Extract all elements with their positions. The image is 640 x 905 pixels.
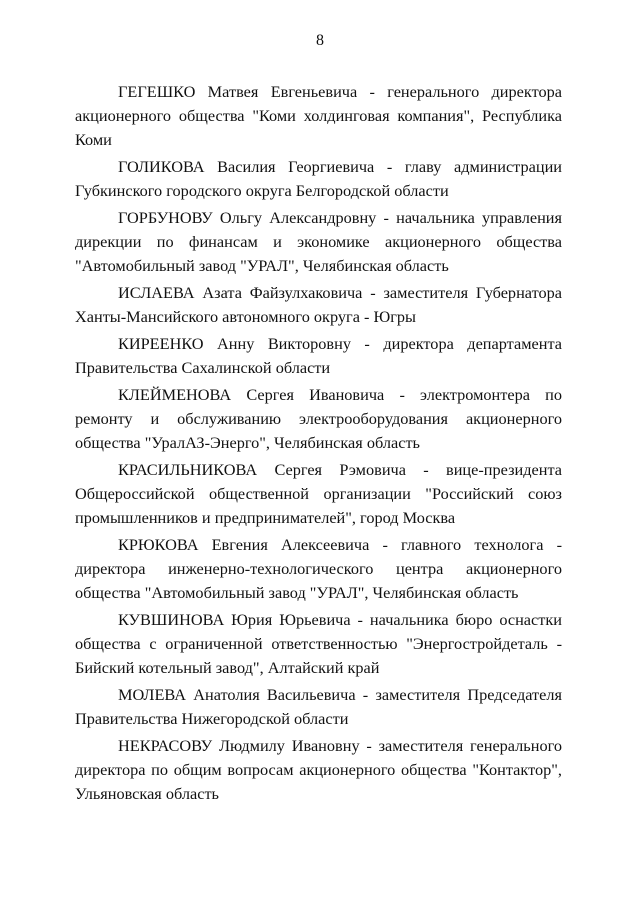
page-number: 8 (316, 32, 324, 49)
list-item: КРЮКОВА Евгения Алексеевича - главного технолога - директора инженерно-технологического центра акционерного общества "Автомобильный завод "УРАЛ", Челябинская область (75, 535, 562, 602)
list-item: ГЕГЕШКО Матвея Евгеньевича - генерального директора акционерного общества "Коми холдинговая компания", Республика Коми (75, 82, 562, 149)
list-item: НЕКРАСОВУ Людмилу Ивановну - заместителя генерального директора по общим вопросам акционерного общества "Контактор", Ульяновская область (75, 736, 562, 803)
list-item: ГОЛИКОВА Василия Георгиевича - главу администрации Губкинского городского округа Белгородской области (75, 157, 562, 200)
list-item: КУВШИНОВА Юрия Юрьевича - начальника бюро оснастки общества с ограниченной ответственностью "Энергостройдеталь - Бийский котельный завод", Алтайский край (75, 610, 562, 677)
list-item: КРАСИЛЬНИКОВА Сергея Рэмовича - вице-президента Общероссийской общественной организации "Российский союз промышленников и предпринимателей", город Москва (75, 460, 562, 527)
award-recipients-list (75, 80, 562, 809)
list-item: КЛЕЙМЕНОВА Сергея Ивановича - электромонтера по ремонту и обслуживанию электрооборудования акционерного общества "УралАЗ-Энерго", Челябинская область (75, 385, 562, 452)
list-item: МОЛЕВА Анатолия Васильевича - заместителя Председателя Правительства Нижегородской области (75, 685, 562, 728)
list-item: КИРЕЕНКО Анну Викторовну - директора департамента Правительства Сахалинской области (75, 334, 562, 377)
list-item: ГОРБУНОВУ Ольгу Александровну - начальника управления дирекции по финансам и экономике акционерного общества "Автомобильный завод "УРАЛ", Челябинская область (75, 208, 562, 275)
list-item: ИСЛАЕВА Азата Файзулхаковича - заместителя Губернатора Ханты-Мансийского автономного округа - Югры (75, 283, 562, 326)
